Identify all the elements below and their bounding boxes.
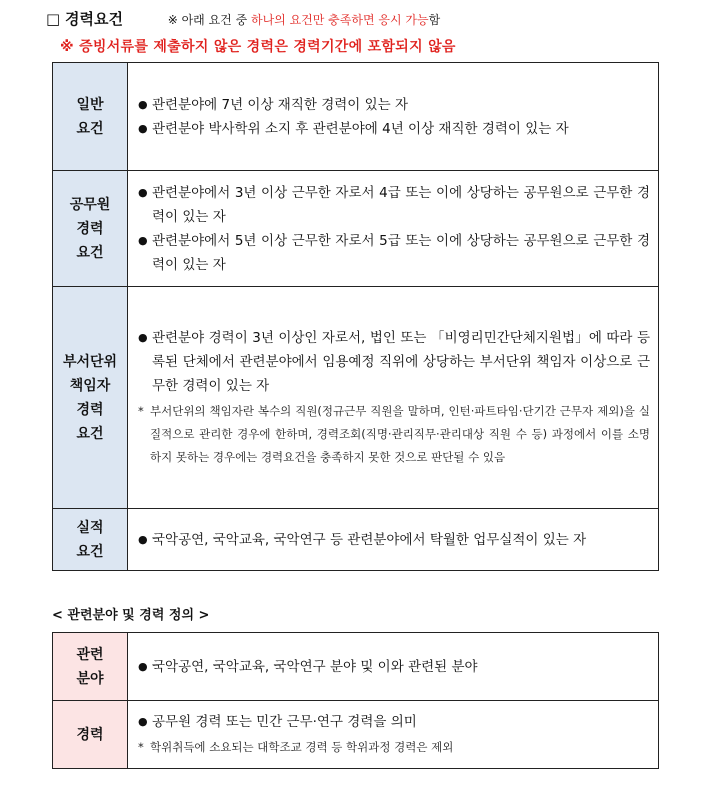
list-item: ● 관련분야 박사학위 소지 후 관련분야에 4년 이상 재직한 경력이 있는 자	[138, 117, 650, 141]
section-title: 경력요건	[64, 10, 123, 28]
label-line: 일반 요건	[76, 96, 104, 137]
list-item: ● 관련분야에 7년 이상 재직한 경력이 있는 자	[138, 93, 650, 117]
bullet-icon: ●	[138, 331, 148, 344]
requirement-content	[128, 63, 659, 171]
list-item: ● 관련분야에서 3년 이상 근무한 자로서 4급 또는 이에 상당하는 공무원으로 근무한 경력이 있는 자	[138, 181, 650, 229]
requirement-content	[128, 287, 659, 509]
header-note-suffix: 함	[428, 13, 441, 27]
asterisk-icon: *	[138, 404, 144, 418]
definitions-title: < 관련분야 및 경력 정의 >	[52, 608, 210, 623]
requirement-row-general	[53, 63, 659, 171]
definition-content	[128, 701, 659, 769]
evidence-warning: ※ 증빙서류를 제출하지 않은 경력은 경력기간에 포함되지 않음	[60, 39, 456, 55]
bullet-icon: ●	[138, 659, 148, 673]
header-note-highlight: 하나의 요건만 충족하면 응시 가능	[251, 13, 429, 27]
bullet-icon: ●	[138, 233, 148, 247]
list-item: ● 공무원 경력 또는 민간 근무·연구 경력을 의미	[138, 710, 650, 734]
header-note-prefix: ※ 아래 요건 중	[167, 13, 251, 27]
header-note	[168, 13, 440, 27]
requirement-label	[53, 63, 128, 171]
bullet-icon: ●	[138, 715, 148, 728]
requirements-table	[52, 62, 659, 571]
list-item: ● 국악공연, 국악교육, 국악연구 등 관련분야에서 탁월한 업무실적이 있는 자	[138, 528, 650, 552]
definition-label: 관련 분야	[53, 633, 128, 701]
footnote: * 학위취득에 소요되는 대학조교 경력 등 학위과정 경력은 제외	[138, 736, 650, 759]
bullet-icon: ●	[138, 532, 148, 546]
requirement-row-department-head	[53, 287, 659, 509]
footnote: * 부서단위의 책임자란 복수의 직원(정규근무 직원을 말하며, 인턴·파트타임·단기간 근무자 제외)을 실질적으로 관리한 경우에 한하며, 경력조회(직명·관리직무·관리대상 직원 수 등) 과정에서 이를 소명하지 못하는 경우에는 경력요건을 충족하지 못한 것으로 판단될 수 있음	[138, 400, 650, 469]
requirement-content	[128, 509, 659, 571]
section-header	[46, 8, 440, 29]
definition-content	[128, 633, 659, 701]
requirement-label: 부서단위 책임자 경력 요건	[53, 287, 128, 509]
requirement-row-performance	[53, 509, 659, 571]
bullet-icon: ●	[138, 185, 148, 199]
definition-label: 경력	[53, 701, 128, 769]
asterisk-icon: *	[138, 740, 144, 754]
bullet-icon: ●	[138, 97, 148, 111]
list-item: ● 관련분야 경력이 3년 이상인 자로서, 법인 또는 「비영리민간단체지원법」에 따라 등록된 단체에서 관련분야에서 임용예정 직위에 상당하는 부서단위 책임자 이상으로 근무한 경력이 있는 자	[138, 326, 650, 398]
definition-row-related-field	[53, 633, 659, 701]
requirement-label: 공무원 경력 요건	[53, 171, 128, 287]
list-item: ● 관련분야에서 5년 이상 근무한 자로서 5급 또는 이에 상당하는 공무원으로 근무한 경력이 있는 자	[138, 229, 650, 277]
definitions-table	[52, 632, 659, 769]
definition-row-career	[53, 701, 659, 769]
list-item: ● 국악공연, 국악교육, 국악연구 분야 및 이와 관련된 분야	[138, 655, 650, 679]
bullet-icon: ●	[138, 121, 148, 135]
requirement-label: 실적 요건	[53, 509, 128, 571]
checkbox-square-icon: □	[46, 10, 61, 28]
requirement-content	[128, 171, 659, 287]
requirement-row-civil-servant	[53, 171, 659, 287]
